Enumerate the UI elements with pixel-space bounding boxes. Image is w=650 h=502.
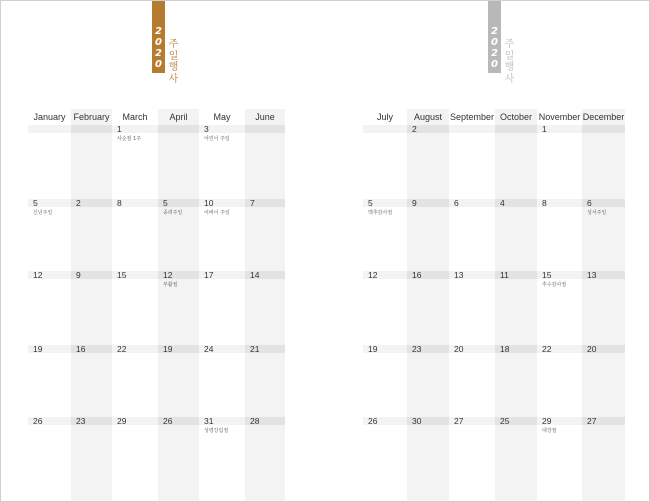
day-cell <box>363 125 407 165</box>
month-column <box>199 109 245 501</box>
page-title-left: 주 일 행 사 <box>168 39 179 85</box>
day-number: 30 <box>412 416 422 426</box>
month-name: August <box>413 112 443 122</box>
day-cell <box>449 199 495 239</box>
day-number: 4 <box>500 198 505 208</box>
event-label: 신년주일 <box>33 210 53 216</box>
month-name: April <box>169 112 188 122</box>
day-cell <box>537 417 582 457</box>
day-cell <box>112 271 158 311</box>
day-number: 6 <box>587 198 592 208</box>
day-cell <box>199 417 245 457</box>
month-column <box>158 109 199 501</box>
day-number: 29 <box>542 416 552 426</box>
week-band <box>158 125 199 133</box>
day-cell <box>495 345 537 385</box>
day-cell <box>245 417 285 457</box>
day-number: 15 <box>117 270 127 280</box>
day-number: 9 <box>412 198 417 208</box>
day-cell <box>537 125 582 165</box>
month-grid-right <box>363 109 625 501</box>
day-number: 1 <box>542 124 547 134</box>
event-label: 사순절 1주 <box>117 136 142 142</box>
month-name: March <box>122 112 148 122</box>
day-cell <box>582 417 625 457</box>
day-cell <box>112 345 158 385</box>
week-band <box>495 125 537 133</box>
week-band <box>71 125 112 133</box>
day-cell <box>158 417 199 457</box>
month-name: September <box>449 112 495 122</box>
event-label: 대강절 <box>542 428 557 434</box>
day-cell <box>28 199 71 239</box>
day-cell <box>449 417 495 457</box>
month-column <box>245 109 285 501</box>
day-number: 31 <box>204 416 214 426</box>
day-cell <box>245 199 285 239</box>
day-number: 5 <box>163 198 168 208</box>
day-cell <box>28 417 71 457</box>
day-number: 23 <box>76 416 86 426</box>
month-column <box>537 109 582 501</box>
day-number: 26 <box>163 416 173 426</box>
day-number: 12 <box>33 270 43 280</box>
day-cell <box>199 271 245 311</box>
week-band <box>582 125 625 133</box>
day-number: 27 <box>454 416 464 426</box>
day-number: 15 <box>542 270 552 280</box>
day-number: 25 <box>500 416 510 426</box>
day-number: 16 <box>412 270 422 280</box>
day-number: 5 <box>368 198 373 208</box>
event-label: 맥추감사절 <box>368 210 393 216</box>
month-column <box>28 109 71 501</box>
day-number: 5 <box>33 198 38 208</box>
day-number: 11 <box>500 270 509 280</box>
day-cell <box>582 199 625 239</box>
day-number: 26 <box>368 416 378 426</box>
day-cell <box>495 271 537 311</box>
day-cell <box>537 271 582 311</box>
day-number: 19 <box>33 344 43 354</box>
day-number: 1 <box>117 124 122 134</box>
week-band <box>28 125 71 133</box>
day-cell <box>537 199 582 239</box>
day-number: 22 <box>542 344 552 354</box>
day-number: 26 <box>33 416 43 426</box>
day-number: 7 <box>250 198 255 208</box>
day-cell <box>158 271 199 311</box>
day-cell <box>245 271 285 311</box>
day-number: 8 <box>542 198 547 208</box>
day-cell <box>28 125 71 165</box>
day-number: 24 <box>204 344 214 354</box>
day-cell <box>199 199 245 239</box>
day-cell <box>112 125 158 165</box>
day-cell <box>71 271 112 311</box>
day-cell <box>28 271 71 311</box>
day-number: 14 <box>250 270 260 280</box>
day-number: 27 <box>587 416 597 426</box>
day-cell <box>199 125 245 165</box>
day-cell <box>71 345 112 385</box>
event-label: 어린이 주일 <box>204 136 230 142</box>
day-number: 23 <box>412 344 422 354</box>
day-cell <box>537 345 582 385</box>
day-number: 13 <box>454 270 464 280</box>
day-cell <box>199 345 245 385</box>
event-label: 부활절 <box>163 282 178 288</box>
page-title-right: 주 일 행 사 <box>504 39 515 85</box>
day-cell <box>407 417 449 457</box>
day-number: 6 <box>454 198 459 208</box>
day-number: 12 <box>163 270 173 280</box>
day-cell <box>582 345 625 385</box>
day-cell <box>28 345 71 385</box>
day-cell <box>363 271 407 311</box>
day-cell <box>245 125 285 165</box>
week-band <box>363 125 407 133</box>
day-number: 18 <box>500 344 510 354</box>
event-label: 어버이 주일 <box>204 210 230 216</box>
month-column <box>495 109 537 501</box>
month-name: October <box>499 112 532 122</box>
event-label: 종려주일 <box>163 210 183 216</box>
day-cell <box>582 125 625 165</box>
day-number: 12 <box>368 270 378 280</box>
week-band <box>449 125 495 133</box>
day-number: 9 <box>76 270 81 280</box>
day-cell <box>71 125 112 165</box>
event-label: 추수감사절 <box>542 282 567 288</box>
day-number: 19 <box>163 344 173 354</box>
month-name: February <box>73 112 110 122</box>
month-column <box>363 109 407 501</box>
day-cell <box>407 125 449 165</box>
day-cell <box>407 199 449 239</box>
day-number: 19 <box>368 344 378 354</box>
day-cell <box>112 417 158 457</box>
day-cell <box>495 199 537 239</box>
day-cell <box>363 417 407 457</box>
day-number: 2 <box>412 124 417 134</box>
page-right <box>363 1 625 501</box>
day-number: 13 <box>587 270 597 280</box>
day-cell <box>407 345 449 385</box>
tab-year: 2 0 2 0 <box>491 26 498 70</box>
month-column <box>112 109 158 501</box>
day-cell <box>582 271 625 311</box>
day-cell <box>245 345 285 385</box>
day-number: 10 <box>204 198 214 208</box>
month-grid-left <box>28 109 285 501</box>
month-column <box>407 109 449 501</box>
day-cell <box>158 199 199 239</box>
day-cell <box>363 199 407 239</box>
month-name: May <box>213 112 231 122</box>
day-cell <box>71 199 112 239</box>
month-column <box>71 109 112 501</box>
tab-year: 2 0 2 0 <box>155 26 162 70</box>
month-name: June <box>255 112 275 122</box>
day-number: 17 <box>204 270 214 280</box>
day-cell <box>112 199 158 239</box>
day-number: 20 <box>587 344 597 354</box>
day-number: 21 <box>250 344 260 354</box>
month-name: December <box>582 112 625 122</box>
day-number: 16 <box>76 344 86 354</box>
day-cell <box>495 417 537 457</box>
day-number: 28 <box>250 416 260 426</box>
event-label: 성서주일 <box>587 210 607 216</box>
day-number: 22 <box>117 344 127 354</box>
day-cell <box>158 345 199 385</box>
day-cell <box>158 125 199 165</box>
year-tab-right <box>488 1 501 73</box>
day-number: 29 <box>117 416 127 426</box>
day-cell <box>407 271 449 311</box>
day-cell <box>449 345 495 385</box>
day-number: 20 <box>454 344 464 354</box>
day-cell <box>449 125 495 165</box>
month-name: November <box>538 112 581 122</box>
day-number: 3 <box>204 124 209 134</box>
day-cell <box>363 345 407 385</box>
day-number: 8 <box>117 198 122 208</box>
month-name: January <box>33 112 66 122</box>
week-band <box>245 125 285 133</box>
day-number: 2 <box>76 198 81 208</box>
page-left <box>28 1 286 501</box>
event-label: 성령강림절 <box>204 428 229 434</box>
month-column <box>582 109 625 501</box>
month-column <box>449 109 495 501</box>
year-tab-left <box>152 1 165 73</box>
day-cell <box>449 271 495 311</box>
day-cell <box>495 125 537 165</box>
day-cell <box>71 417 112 457</box>
month-name: July <box>376 112 393 122</box>
